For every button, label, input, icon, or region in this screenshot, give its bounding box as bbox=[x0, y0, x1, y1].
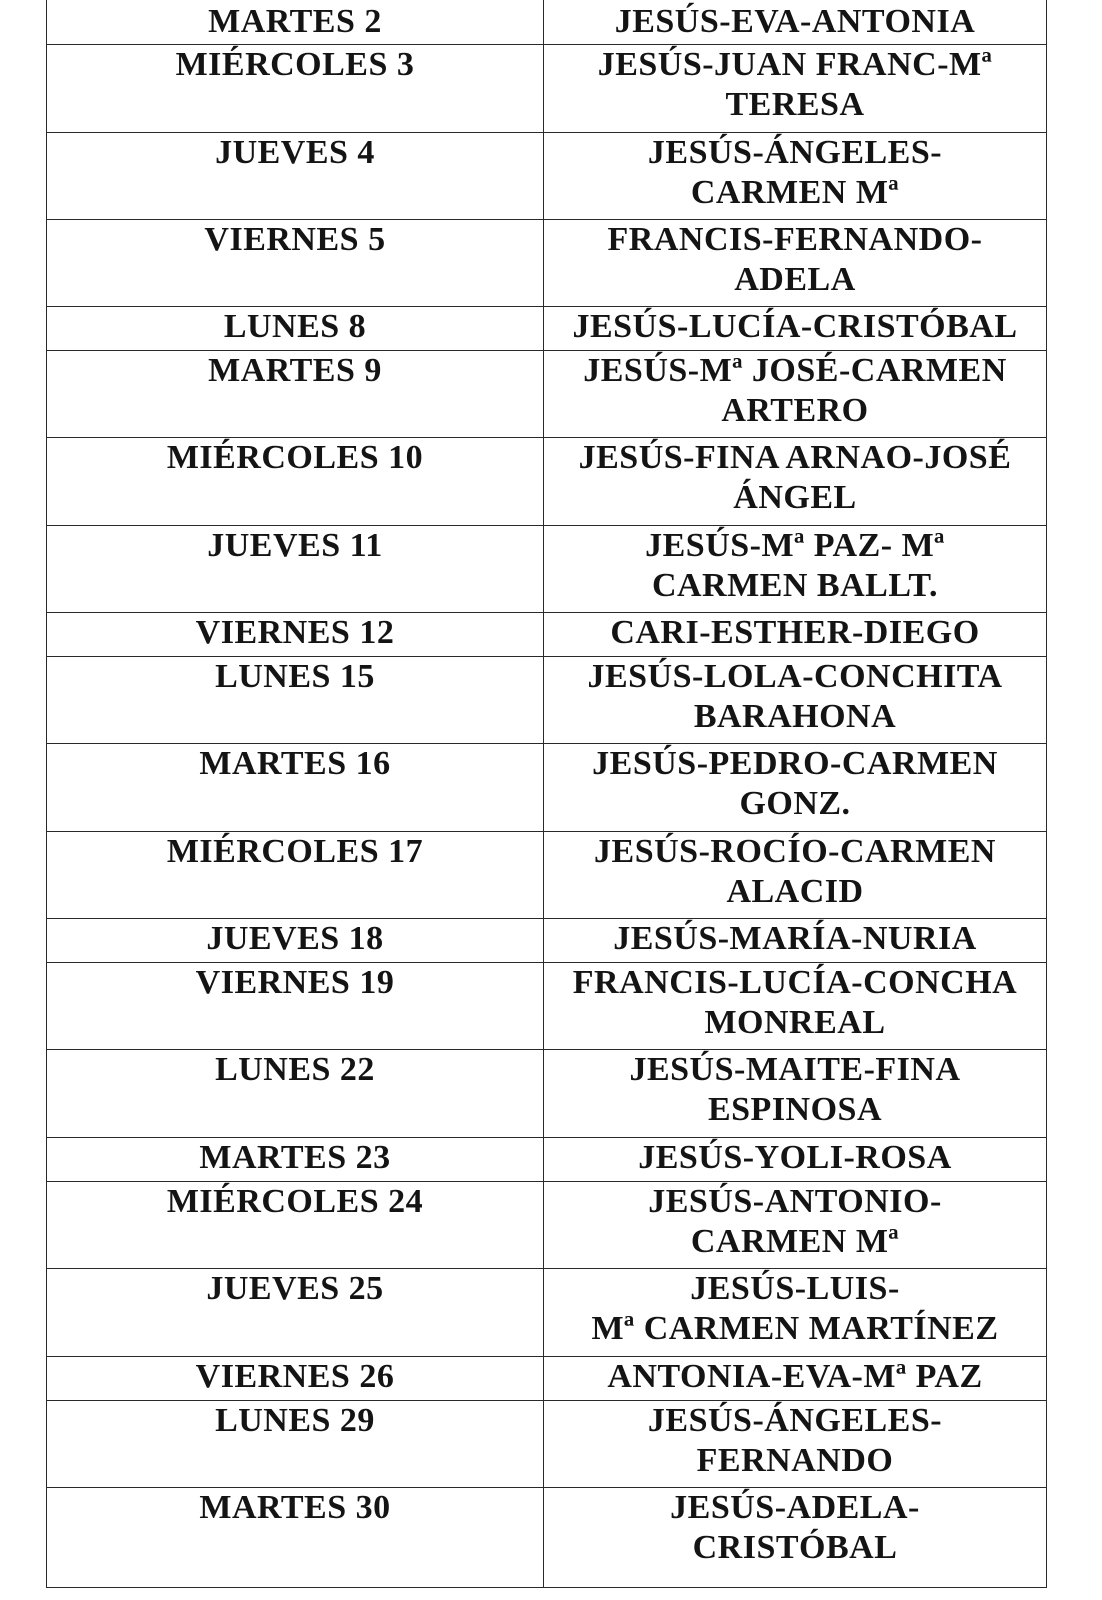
table-row bbox=[47, 351, 1047, 438]
day-cell: VIERNES 12 bbox=[47, 613, 544, 657]
day-cell: VIERNES 26 bbox=[47, 1357, 544, 1401]
day-cell: LUNES 8 bbox=[47, 307, 544, 351]
day-cell: MIÉRCOLES 10 bbox=[47, 438, 544, 526]
names-cell: JESÚS-Mª JOSÉ-CARMEN ARTERO bbox=[544, 351, 1047, 438]
table-row bbox=[47, 438, 1047, 526]
names-cell: CARI-ESTHER-DIEGO bbox=[544, 613, 1047, 657]
day-cell: MARTES 30 bbox=[47, 1488, 544, 1588]
day-cell: JUEVES 11 bbox=[47, 526, 544, 613]
day-cell: MIÉRCOLES 3 bbox=[47, 45, 544, 133]
day-cell: MIÉRCOLES 17 bbox=[47, 832, 544, 919]
table-row bbox=[47, 963, 1047, 1050]
day-cell: MARTES 23 bbox=[47, 1138, 544, 1182]
table-row bbox=[47, 1488, 1047, 1588]
day-cell: MARTES 9 bbox=[47, 351, 544, 438]
table-row bbox=[47, 1138, 1047, 1182]
table-row bbox=[47, 1269, 1047, 1357]
names-cell: JESÚS-ANTONIO- CARMEN Mª bbox=[544, 1182, 1047, 1269]
table-row bbox=[47, 657, 1047, 744]
names-cell: FRANCIS-FERNANDO- ADELA bbox=[544, 220, 1047, 307]
table-row bbox=[47, 1357, 1047, 1401]
schedule-table bbox=[46, 0, 1047, 1588]
table-row bbox=[47, 1050, 1047, 1138]
day-cell: JUEVES 25 bbox=[47, 1269, 544, 1357]
table-row bbox=[47, 744, 1047, 832]
day-cell: LUNES 15 bbox=[47, 657, 544, 744]
names-cell: JESÚS-JUAN FRANC-Mª TERESA bbox=[544, 45, 1047, 133]
day-cell: MARTES 16 bbox=[47, 744, 544, 832]
table-row bbox=[47, 613, 1047, 657]
day-cell: JUEVES 18 bbox=[47, 919, 544, 963]
names-cell: FRANCIS-LUCÍA-CONCHA MONREAL bbox=[544, 963, 1047, 1050]
day-cell: LUNES 29 bbox=[47, 1401, 544, 1488]
table-row bbox=[47, 832, 1047, 919]
names-cell: JESÚS-YOLI-ROSA bbox=[544, 1138, 1047, 1182]
table-row bbox=[47, 526, 1047, 613]
day-cell: LUNES 22 bbox=[47, 1050, 544, 1138]
names-cell: JESÚS-ROCÍO-CARMEN ALACID bbox=[544, 832, 1047, 919]
names-cell: JESÚS-Mª PAZ- Mª CARMEN BALLT. bbox=[544, 526, 1047, 613]
day-cell: MARTES 2 bbox=[47, 0, 544, 45]
day-cell: VIERNES 5 bbox=[47, 220, 544, 307]
names-cell: JESÚS-EVA-ANTONIA bbox=[544, 0, 1047, 45]
day-cell: MIÉRCOLES 24 bbox=[47, 1182, 544, 1269]
names-cell: ANTONIA-EVA-Mª PAZ bbox=[544, 1357, 1047, 1401]
names-cell: JESÚS-FINA ARNAO-JOSÉ ÁNGEL bbox=[544, 438, 1047, 526]
table-row bbox=[47, 133, 1047, 220]
table-row bbox=[47, 919, 1047, 963]
day-cell: JUEVES 4 bbox=[47, 133, 544, 220]
names-cell: JESÚS-ÁNGELES- CARMEN Mª bbox=[544, 133, 1047, 220]
names-cell: JESÚS-MARÍA-NURIA bbox=[544, 919, 1047, 963]
names-cell: JESÚS-ÁNGELES- FERNANDO bbox=[544, 1401, 1047, 1488]
table-row bbox=[47, 0, 1047, 45]
table-row bbox=[47, 1182, 1047, 1269]
names-cell: JESÚS-MAITE-FINA ESPINOSA bbox=[544, 1050, 1047, 1138]
names-cell: JESÚS-LUIS- Mª CARMEN MARTÍNEZ bbox=[544, 1269, 1047, 1357]
table-row bbox=[47, 45, 1047, 133]
names-cell: JESÚS-LOLA-CONCHITA BARAHONA bbox=[544, 657, 1047, 744]
names-cell: JESÚS-ADELA- CRISTÓBAL bbox=[544, 1488, 1047, 1588]
day-cell: VIERNES 19 bbox=[47, 963, 544, 1050]
table-row bbox=[47, 307, 1047, 351]
table-row bbox=[47, 220, 1047, 307]
names-cell: JESÚS-LUCÍA-CRISTÓBAL bbox=[544, 307, 1047, 351]
names-cell: JESÚS-PEDRO-CARMEN GONZ. bbox=[544, 744, 1047, 832]
table-row bbox=[47, 1401, 1047, 1488]
